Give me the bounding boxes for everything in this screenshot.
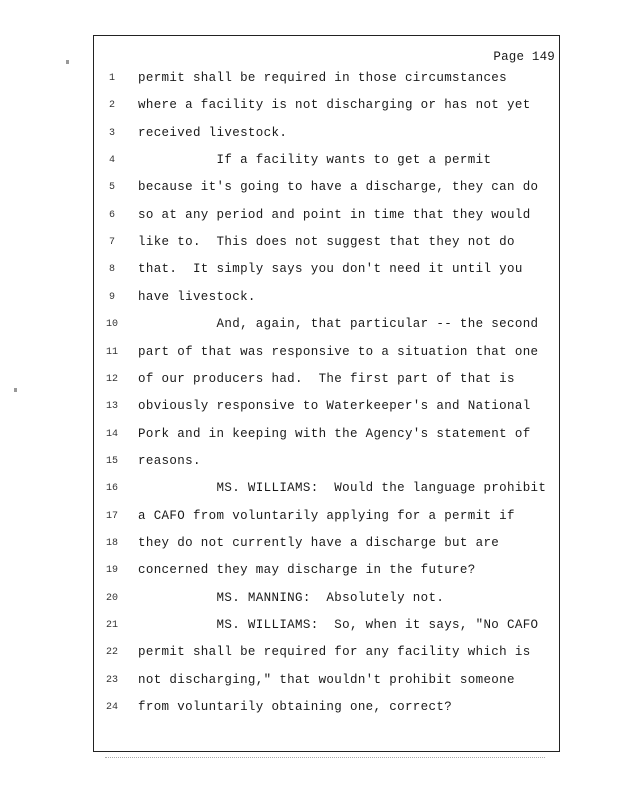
line-number: 8 (108, 264, 115, 275)
margin-mark (66, 60, 69, 64)
line-number: 3 (108, 128, 115, 139)
line-number: 9 (108, 292, 115, 303)
transcript-line-text: received livestock. (138, 126, 288, 140)
line-number: 17 (105, 511, 118, 522)
transcript-line-text: have livestock. (138, 290, 256, 304)
line-number: 4 (108, 155, 115, 166)
line-number: 6 (108, 210, 115, 221)
line-number: 15 (105, 456, 118, 467)
line-number: 14 (105, 429, 118, 440)
transcript-line-text: MS. WILLIAMS: So, when it says, "No CAFO (138, 618, 539, 632)
line-number: 20 (105, 593, 118, 604)
line-number: 23 (105, 675, 118, 686)
transcript-line-text: obviously responsive to Waterkeeper's and National (138, 399, 531, 413)
transcript-line-text: permit shall be required for any facility which is (138, 645, 531, 659)
transcript-line-text: And, again, that particular -- the second (138, 317, 539, 331)
line-number: 19 (105, 565, 118, 576)
transcript-line-text: where a facility is not discharging or has not yet (138, 98, 531, 112)
transcript-line-text: like to. This does not suggest that they not do (138, 235, 515, 249)
line-number: 10 (105, 319, 118, 330)
transcript-line-text: they do not currently have a discharge but are (138, 536, 500, 550)
line-number: 7 (108, 237, 115, 248)
line-number: 5 (108, 182, 115, 193)
transcript-line-text: reasons. (138, 454, 201, 468)
transcript-line-text: so at any period and point in time that they would (138, 208, 531, 222)
line-number: 16 (105, 483, 118, 494)
margin-mark (14, 388, 17, 392)
line-number: 21 (105, 620, 118, 631)
transcript-line-text: not discharging," that wouldn't prohibit someone (138, 673, 515, 687)
transcript-line-text: permit shall be required in those circumstances (138, 71, 508, 85)
transcript-line-text: a CAFO from voluntarily applying for a permit if (138, 509, 515, 523)
line-number: 11 (105, 347, 118, 358)
line-number: 13 (105, 401, 118, 412)
transcript-line-text: concerned they may discharge in the future? (138, 563, 476, 577)
transcript-line-text: from voluntarily obtaining one, correct? (138, 700, 453, 714)
transcript-line-text: of our producers had. The first part of that is (138, 372, 515, 386)
transcript-line-text: MS. MANNING: Absolutely not. (138, 591, 445, 605)
transcript-line-text: part of that was responsive to a situation that one (138, 345, 539, 359)
line-number: 1 (108, 73, 115, 84)
transcript-line-text: Pork and in keeping with the Agency's statement of (138, 427, 531, 441)
line-number: 22 (105, 647, 118, 658)
page-number: Page 149 (493, 50, 555, 64)
line-number: 2 (108, 100, 115, 111)
page-bottom-edge (105, 757, 545, 760)
transcript-line-text: MS. WILLIAMS: Would the language prohibit (138, 481, 547, 495)
transcript-line-text: that. It simply says you don't need it until you (138, 262, 523, 276)
line-number: 24 (105, 702, 118, 713)
transcript-line-text: because it's going to have a discharge, they can do (138, 180, 539, 194)
line-number: 12 (105, 374, 118, 385)
transcript-line-text: If a facility wants to get a permit (138, 153, 492, 167)
line-number: 18 (105, 538, 118, 549)
